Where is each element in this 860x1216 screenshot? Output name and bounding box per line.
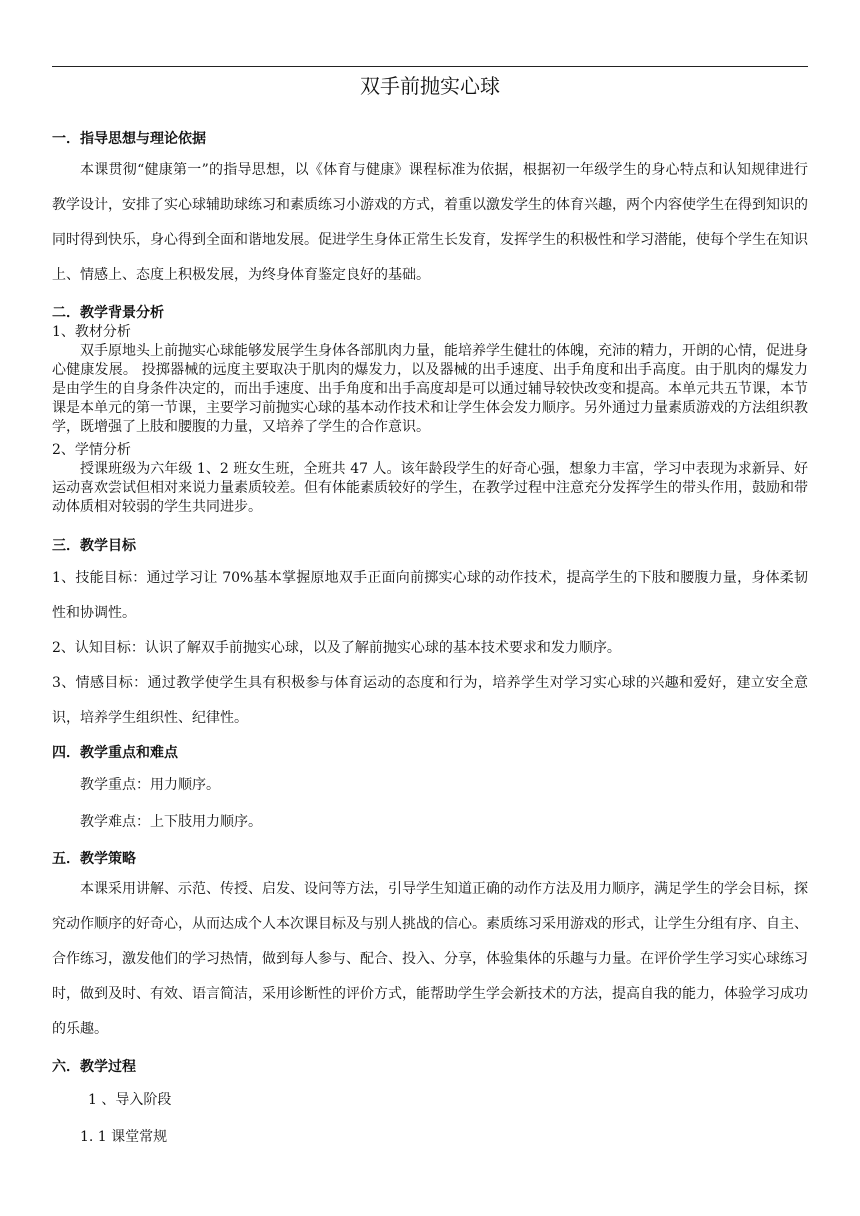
section-5-heading: 五．教学策略: [52, 851, 136, 867]
goal-skill: 1、技能目标：通过学习让 70%基本掌握原地双手正面向前掷实心球的动作技术，提高学生的下肢和腰腹力量，身体柔韧性和协调性。: [52, 570, 808, 621]
section-2-heading: 二．教学背景分析: [52, 305, 164, 321]
teaching-key-point: 教学重点：用力顺序。: [80, 777, 220, 793]
section-3-heading: 三．教学目标: [52, 538, 136, 554]
section-1-paragraph: 本课贯彻“健康第一”的指导思想，以《体育与健康》课程标准为依据，根据初一年级学生的身心特点和认知规律进行教学设计，安排了实心球辅助球练习和素质练习小游戏的方式，着重以激发学生的体育兴趣，两个内容使学生在得到知识的同时得到快乐，身心得到全面和谐地发展。促进学生身体正常生长发育，发挥学生的积极性和学习潜能，使每个学生在知识上、情感上、态度上积极发展，为终身体育鉴定良好的基础。: [52, 162, 808, 283]
section-2-subheading-2: 2、学情分析: [52, 442, 131, 458]
section-6-heading: 六．教学过程: [52, 1059, 136, 1075]
section-1-heading: 一．指导思想与理论依据: [52, 131, 206, 147]
goal-cognitive: 2、认知目标：认识了解双手前抛实心球，以及了解前抛实心球的基本技术要求和发力顺序。: [52, 640, 621, 656]
goal-affective: 3、情感目标：通过教学使学生具有积极参与体育运动的态度和行为，培养学生对学习实心球的兴趣和爱好，建立安全意识，培养学生组织性、纪律性。: [52, 675, 808, 726]
teaching-difficulty: 教学难点：上下肢用力顺序。: [80, 814, 262, 830]
section-2-paragraph-1: 双手原地头上前抛实心球能够发展学生身体各部肌肉力量，能培养学生健壮的体魄，充沛的精力，开朗的心情，促进身心健康发展。 投掷器械的远度主要取决于肌肉的爆发力，以及器械的出手速度、出手角度和出手高度。由于肌肉的爆发力是由学生的自身条件决定的，而出手速度、出手角度和出手高度却是可以通过辅导较快改变和提高。本单元共五节课，本节课是本单元的第一节课，主要学习前抛实心球的基本动作技术和让学生体会发力顺序。另外通过力量素质游戏的方法组织教学，既增强了上肢和腰腹的力量，又培养了学生的合作意识。: [52, 343, 808, 435]
process-step-1-1: 1. 1 课堂常规: [80, 1129, 168, 1145]
section-2-paragraph-2: 授课班级为六年级 1、2 班女生班，全班共 47 人。该年龄段学生的好奇心强，想象力丰富，学习中表现为求新异、好运动喜欢尝试但相对来说力量素质较差。但有体能素质较好的学生，在教学过程中注意充分发挥学生的带头作用，鼓励和带动体质相对较弱的学生共同进步。: [52, 461, 808, 515]
section-4-heading: 四．教学重点和难点: [52, 745, 178, 761]
section-5-paragraph: 本课采用讲解、示范、传授、启发、设问等方法，引导学生知道正确的动作方法及用力顺序，满足学生的学会目标，探究动作顺序的好奇心，从而达成个人本次课目标及与别人挑战的信心。素质练习采用游戏的形式，让学生分组有序、自主、合作练习，激发他们的学习热情，做到每人参与、配合、投入、分享，体验集体的乐趣与力量。在评价学生学习实心球练习时，做到及时、有效、语言简洁，采用诊断性的评价方式，能帮助学生学会新技术的方法，提高自我的能力，体验学习成功的乐趣。: [52, 881, 808, 1037]
process-step-1: 1 、导入阶段: [88, 1092, 172, 1108]
header-rule: [52, 66, 808, 67]
document-title: 双手前抛实心球: [360, 74, 500, 98]
section-2-subheading-1: 1、教材分析: [52, 324, 131, 340]
